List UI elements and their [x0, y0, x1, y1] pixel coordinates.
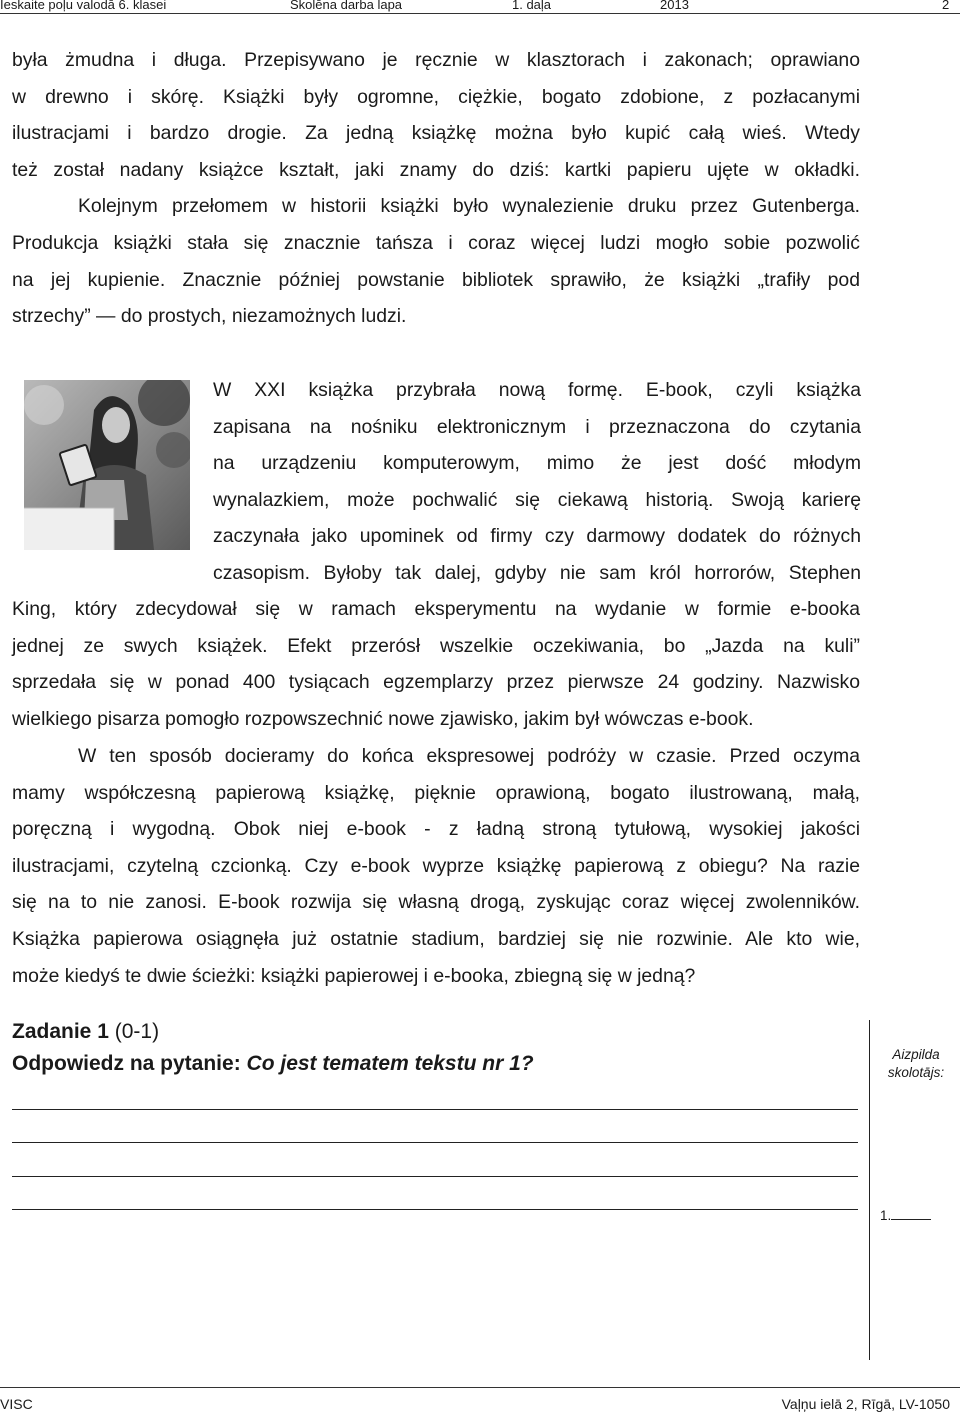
text-line: może kiedyś te dwie ścieżki: książki papierowej i e-booka, zbiegną się w jedną? — [12, 964, 696, 987]
text-line: wielkiego pisarza pomogło rozpowszechnić nowe zjawisko, jakim był wówczas e-book. — [12, 707, 754, 730]
teacher-label-line: skolotājs: — [887, 1065, 945, 1080]
text-line: strzechy” — do prostych, niezamożnych ludzi. — [12, 305, 407, 328]
text-line: też został nadany książce kształt, jaki znamy do dziś: kartki papieru ujęte w okładki. — [12, 158, 860, 181]
text-line: była żmudna i długa. Przepisywano je ręcznie w klasztorach i zakonach; oprawiano — [12, 49, 860, 71]
task-instruction: Odpowiedz na pytanie: — [12, 1052, 241, 1075]
text-paragraph-2-wrapped — [213, 372, 861, 592]
text-line: na jej kupienie. Znacznie później powstanie bibliotek sprawiło, że książki „trafiły pod — [12, 268, 860, 291]
text-paragraph-3 — [12, 738, 860, 994]
answer-line-2[interactable] — [12, 1142, 858, 1143]
text-line: W ten sposób docieramy do końca ekspresowej podróży w czasie. Przed oczyma — [78, 745, 860, 767]
header-title: Skolēna darba lapa — [290, 0, 403, 12]
page-header — [0, 0, 960, 14]
text-line: King, który zdecydował się w ramach eksperymentu na wydanie w formie e-booka — [12, 598, 860, 620]
text-line: w drewno i skórę. Książki były ogromne, ciężkie, bogato zdobione, z pozłacanymi — [12, 85, 860, 108]
text-line: czasopism. Byłoby tak dalej, gdyby nie sam król horrorów, Stephen — [213, 561, 861, 584]
header-page-number: 2 — [942, 0, 950, 12]
text-line: wynalazkiem, może pochwalić się ciekawą historią. Swoją karierę — [213, 488, 861, 511]
score-label: 1. — [880, 1208, 892, 1223]
header-part: 1. daļa — [512, 0, 552, 12]
header-exam-name: Ieskaite poļu valodā 6. klasei — [0, 0, 167, 12]
text-paragraph-2 — [12, 591, 860, 737]
text-line: Produkcja książki stała się znacznie tańsza i coraz więcej ludzi mogło sobie pozwolić — [12, 231, 860, 254]
text-line: Książka papierowa osiągnęła już ostatnie stadium, bardziej się nie rozwinie. Ale kto wie, — [12, 927, 860, 950]
text-line: ilustracjami, czytelną czcionką. Czy e-book wyprze książkę papierową z obiegu? Na razie — [12, 854, 860, 877]
teacher-label-line: Aizpilda — [892, 1047, 940, 1062]
teacher-fill-label — [872, 1046, 960, 1082]
woman-reading-ebook-photo — [24, 380, 190, 550]
footer-org: VISC — [0, 1396, 33, 1412]
text-line: jednej ze swych książek. Efekt przerósł wszelkie oczekiwania, bo „Jazda na kuli” — [12, 634, 860, 657]
text-line: mamy współczesną papierową książkę, pięknie oprawioną, bogato ilustrowaną, małą, — [12, 781, 860, 804]
answer-line-3[interactable] — [12, 1176, 858, 1177]
text-line: na urządzeniu komputerowym, mimo że jest dość młodym — [213, 452, 861, 475]
task-title — [12, 1020, 159, 1044]
teacher-column-divider — [869, 1020, 870, 1360]
text-line: zaczynała jako upominek od firmy czy darmowy dodatek do różnych — [213, 525, 861, 548]
answer-line-4[interactable] — [12, 1209, 858, 1210]
page-footer — [0, 1387, 960, 1416]
text-line: W XXI książka przybrała nową formę. E-book, czyli książka — [213, 379, 861, 401]
text-line: się na to nie zanosi. E-book rozwija się własną drogą, zyskując coraz więcej zwolenników. — [12, 891, 860, 914]
task-question — [12, 1052, 534, 1076]
text-line: zapisana na nośniku elektronicznym i przeznaczona do czytania — [213, 415, 861, 438]
header-year: 2013 — [660, 0, 689, 12]
task-number: Zadanie 1 — [12, 1020, 109, 1043]
text-line: ilustracjami i bardzo drogie. Za jedną książkę można było kupić całą wieś. Wtedy — [12, 122, 860, 145]
task-points: (0-1) — [114, 1020, 160, 1043]
score-blank[interactable] — [891, 1207, 931, 1220]
task-question-text: Co jest tematem tekstu nr 1? — [246, 1052, 534, 1075]
text-line: Kolejnym przełomem w historii książki było wynalezienie druku przez Gutenberga. — [78, 195, 860, 218]
text-paragraph-1 — [12, 42, 860, 335]
footer-address: Vaļņu ielā 2, Rīgā, LV-1050 — [781, 1396, 950, 1412]
text-line: sprzedała się w ponad 400 tysiącach egzemplarzy przez pierwsze 24 godziny. Nazwisko — [12, 671, 860, 694]
answer-line-1[interactable] — [12, 1109, 858, 1110]
text-line: poręczną i wygodną. Obok niej e-book - z ładną stroną tytułową, wysokiej jakości — [12, 818, 860, 841]
score-field[interactable] — [880, 1207, 931, 1223]
